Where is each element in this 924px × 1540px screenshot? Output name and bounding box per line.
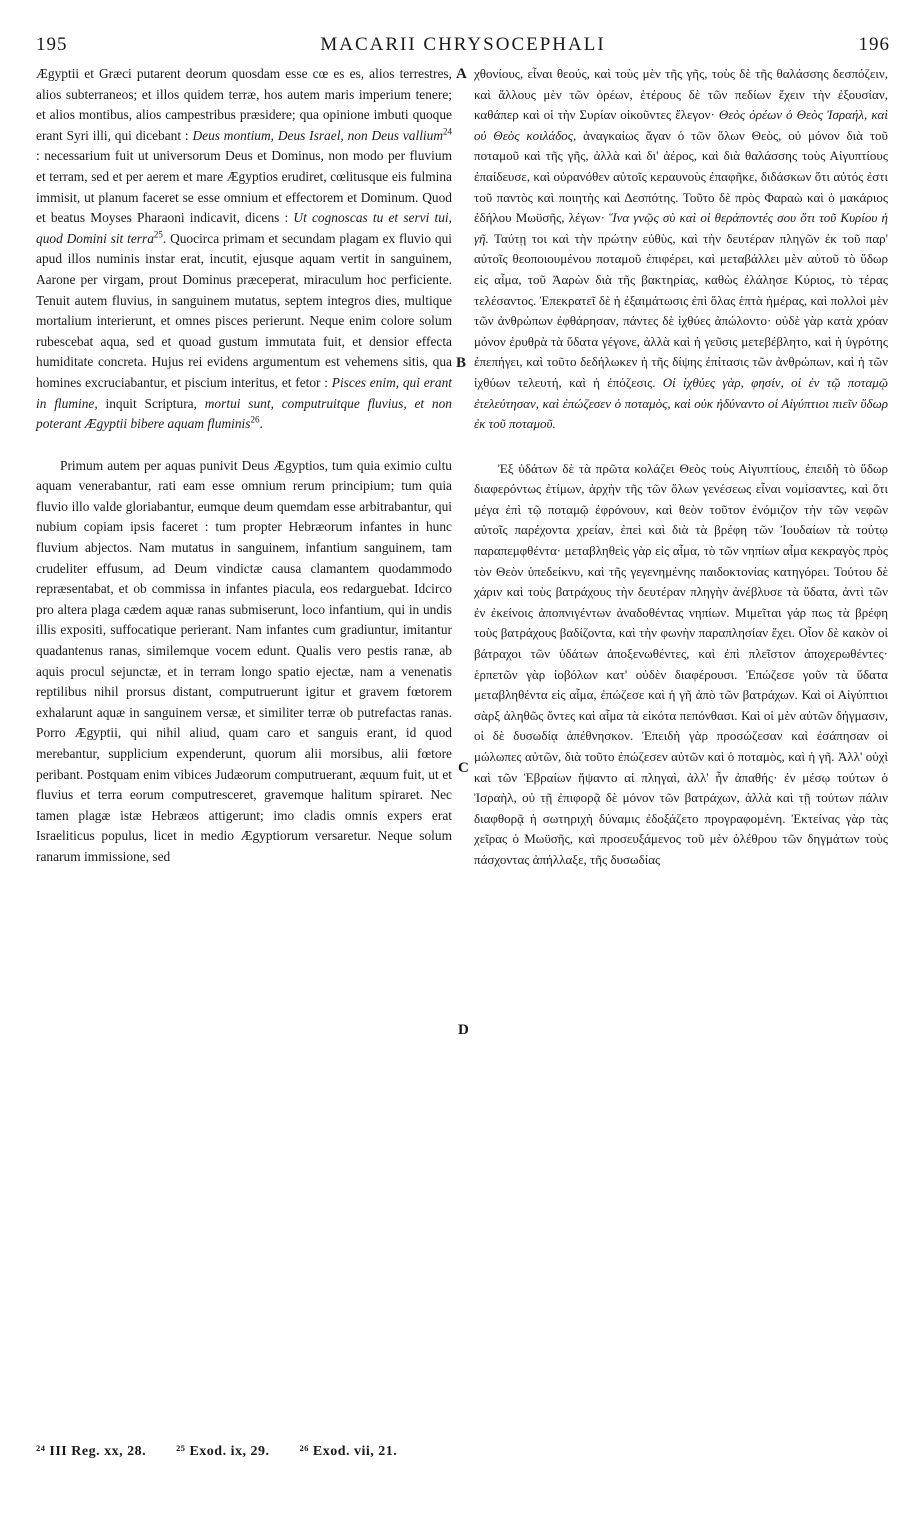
footnote-ref: 26	[250, 414, 260, 425]
footnote-ref: 24	[443, 126, 453, 137]
greek-quote: Οἱ ἰχθύες γὰρ, φησίν, οἱ ἐν τῷ ποταμῷ ἐτελεύτησαν, καὶ ἐπώζεσεν ὁ ποταμὸς, καὶ οὐκ ἠδύναντο οἱ Αἰγύπτιοι πιεῖν ὕδωρ ἐκ τοῦ ποταμοῦ.	[474, 374, 888, 432]
margin-marker-c: C	[458, 760, 469, 776]
greek-column	[474, 64, 888, 871]
latin-text: . Quocirca primam et secundam plagam ex fluvio qui apud illos numinis instar erat, incutit, ejusque aquam vertit in sanguinem, Aarone per virgam, prout Dominus præceperat, miraculum hoc perficiente. Tenuit autem fluvius, in sanguinem mutatus, septem integros dies, multique mortalium interierunt, et omnes pisces perierunt. Neque enim colore solum rubescebat aqua, sed et quoad gustum immutata fuit, et densior effecta humiditate concreta. Hujus rei evidens argumentum est vehemens sitis, qua homines excruciabantur, et piscium interitus, et fetor :	[36, 230, 452, 390]
greek-paragraph-1	[474, 64, 888, 435]
page-number-left: 195	[36, 34, 68, 55]
greek-text: Ταύτῃ τοι καὶ τὴν πρώτην εὐθὺς, καὶ τὴν δευτέραν πληγῶν ἐκ τοῦ παρ' αὐτοῖς θεοποιουμένου ποταμοῦ ἐπιφέρει, καὶ μεταβάλλει μὲν αὐτοῦ τὸ ὕδωρ εἰς αἷμα, τοῦ Ἀαρὼν διὰ τῆς βακτηρίας, καθὼς ἐλάλησε Κύριος, τὸ τέρας τελέσαντος. Ἐπεκρατεῖ δὲ ἡ ἐξαιμάτωσις ἐπὶ ὅλας ἑπτὰ ἡμέρας, καὶ πολλοὶ μὲν τῶν ἀνθρώπων ἐφθάρησαν, πάντες δὲ ἰχθύες ἀπώλοντο· οὐδὲ γὰρ κατὰ χρόαν μόνον ἐρυθρὰ τὰ ὕδατα γέγονε, ἀλλὰ καὶ ἡ γεῦσις μετεβέβλητο, καὶ ἡ ὑγρότης ἐπεπήγει, καὶ τοῦτο δεδήλωκεν ἡ τῆς δίψης ἐπίτασις τῶν ἀνθρώπων, καὶ ἡ τῶν ἰχθύων τελευτή, καὶ ἡ ἐπόζεσις.	[474, 230, 888, 390]
latin-quote: Deus montium, Deus Israel, non Deus vallium	[192, 127, 444, 143]
latin-text: .	[259, 416, 263, 432]
greek-paragraph-2: Ἐξ ὑδάτων δὲ τὰ πρῶτα κολάζει Θεὸς τοὺς Αἰγυπτίους, ἐπειδὴ τὸ ὕδωρ διαφερόντως ἐτίμων, ἀρχὴν τῆς τῶν ὅλων γενέσεως εἶναι νομίσαντες, καὶ ὅτι μέγα ἐπὶ τῷ ποταμῷ ἐφρόνουν, καὶ θεὸν τοῦτον ἐνόμιζον τὴν τῶν νεφῶν αὐτοῖς παρέχοντα χρείαν, ἐπεὶ καὶ διὰ τὰ βρέφη τῶν Ἰουδαίων τὰ τούτῳ παραπεμφθέντα· μεταβληθεὶς γὰρ εἰς αἷμα, τὸ τῶν νηπίων αἷμα κεκραγὸς πρὸς τὸν Θεὸν ὑπεδείκνυ, καὶ τῆς γεγενημένης παιδοκτονίας κατηγόρει. Τούτου δὲ χάριν καὶ τοὺς βατράχους τὴν δευτέραν πληγὴν ἀνέβλυσε τὰ ὕδατα, ἀντὶ τῶν ἐν ἐκείνοις ἀποπνιγέντων ἀναδοθέντας νηπίων. Μιμεῖται γάρ πως τὰ βρέφη τοὺς βατράχους βαδίζοντα, καὶ τὴν φωνὴν παραπλησίαν ἔχει. Οἷον δὲ κακὸν οἱ βάτραχοι τῶν ὑδάτων ἀποξενωθέντες, καὶ ἐπὶ πλεῖστον ἀποχερωθέντες· ἑρπετῶν γὰρ ἰοβόλων κατ' οὐδὲν διαφέρουσι. Ἐπώζεσε γοῦν τὰ ὕδατα μεταβληθέντα εἰς αἷμα, ἐπώζεσε καὶ ἡ γῆ ἀπὸ τῶν βατράχων. Καὶ οἱ Αἰγύπτιοι σὰρξ ἀληθῶς ὄντες καὶ αἷμα τὰ εἰκότα πεπόνθασι. Καὶ οἱ μὲν αὐτῶν δήγμασιν, οἱ δὲ δυσωδίᾳ ἀπέθνησκον. Ἐπειδὴ γὰρ προσώζεσαν καὶ ἐσάπησαν οἱ μώλωπες αὐτῶν, διὰ τοῦτο ἐπώζεσεν αὐτῶν καὶ ὁ ποταμὸς, καὶ ἡ γῆ. Ἀλλ' οὐχὶ καὶ τῶν Ἑβραίων ἥψαντο αἱ πληγαὶ, ἀλλ' ἦν ἀπαθής· ἐν μέσῳ τούτων ὁ Ἰσραὴλ, οὐ τῇ ἐπιφορᾷ δὲ μόνον τῶν βατράχων, ἀλλὰ καὶ τῇ τούτων πάλιν διαφθορᾷ ἡ σωτηριχὴ δύναμις ἐδοξάζετο προγραφομένη. Ἐκτείνας γὰρ τὰς χεῖρας ὁ Μωϋσῆς, καὶ προσευξάμενος τοῦ μὲν ὀλέθρου τῶν δηγμάτων τοὺς πάσχοντας ἀπήλλαξε, τῆς δυσωδίας	[474, 460, 888, 867]
running-header	[36, 34, 890, 56]
latin-text: : necessarium fuit ut universorum Deus et Dominus, non modo per fluvium et terram, sed et per aerem et mare Ægyptios erudiret, cœlitusque eis fulmina immisit, ut planum faceret se esse omnium et effectorem et Dominum. Quod et beatus Moyses Pharaoni indicavit, dicens :	[36, 148, 452, 226]
latin-paragraph-1	[36, 64, 452, 435]
greek-text: ἀναγκαίως ἄγαν ὁ τῶν ὅλων Θεὸς, οὐ μόνον διὰ τοῦ ποταμοῦ καὶ τῆς γῆς, ἀλλὰ καὶ δι' ἀέρος, καὶ διὰ θαλάσσης τοὺς Αἰγυπτίους ἐπαίδευσε, καὶ οὐρανόθεν αὐτοῖς κεραυνοὺς ἐπαφῆκε, διδάσκων ὅτι αὐτός ἐστι τοῦ παντὸς καὶ ποιητὴς καὶ Δεσπότης. Τοῦτο δὲ πρὸς Φαραὼ καὶ ὁ μακάριος ἐδήλου Μωϋσῆς, λέγων·	[474, 127, 888, 226]
latin-paragraph-2: Primum autem per aquas punivit Deus Ægyptios, tum quia eximio cultu aquam venerabantur, rati eam esse omnium rerum principium; tum quia fluvio illo valde gloriabantur, eumque deum quemdam esse arbitrabantur, qui nubium copiam ipsis faceret : tum propter Hebræorum infantes in hunc fluvium abjectos. Nam mutatus in sanguinem, infantium sanguinem, tam crudeliter effusum, ad Deum vindictæ causa clamantem quodammodo repræsentabat, et ob commissa in infantes piacula, eos redarguebat. Idcirco pro altera plaga cædem aquæ ranas submiserunt, loco infantium, qui in undis illis expositi, suffocatique perierant. Nam infantes cum gradiuntur, imitantur quadantenus ranas, similemque vocem edunt. Qualis vero pestis ranæ, ab aquis procul sejunctæ, et in terram longo spatio ejectæ, nam a venenatis reptilibus nihil prorsus distant, computruerunt igitur et gravem fœtorem exhalarunt aquæ in sanguinem versæ, et similiter terræ ob putrefactas ranas. Porro Ægyptii, qui nihil aliud, quam caro et sanguis erant, id quod merebantur, supplicium expenderunt, quorum alii morsibus, alii fœtore peribant. Postquam enim vibices Judæorum computruerant, æquum fuit, ut et fluvius et terra eorum computresceret, gravemque halitum spiraret. Nec tamen plagæ istæ Hebræos attigerunt; imo cladis omnis expers erat Israeliticus populus, licet in medio Ægyptiorum versaretur. Neque solum ranarum immissione, sed	[36, 457, 452, 864]
footnotes	[36, 1444, 896, 1460]
margin-marker-d: D	[458, 1022, 469, 1038]
latin-quote: Pisces enim, qui erant in flumine,	[36, 374, 452, 411]
latin-column	[36, 64, 452, 868]
greek-quote: Ἵνα γνῷς σὺ καὶ οἱ θεράποντές σου ὅτι τοῦ Κυρίου ἡ γῆ.	[474, 210, 888, 246]
margin-marker-a: A	[456, 66, 467, 82]
latin-text: Ægyptii et Græci putarent deorum quosdam esse cœ es es, alios terrestres, alios subterraneos; et illos quidem terræ, hos autem maris imperium tenere; et alios montibus, alios campestribus præsidere; qua opinione imbuti quoque erant Syri illi, qui dicebant :	[36, 66, 452, 143]
running-title: MACARII CHRYSOCEPHALI	[320, 34, 606, 55]
page-number-right: 196	[858, 34, 890, 55]
footnote-26: ²⁶ Exod. vii, 21.	[299, 1444, 398, 1459]
latin-text: inquit Scriptura,	[97, 395, 205, 411]
footnote-24: ²⁴ III Reg. xx, 28.	[36, 1444, 147, 1459]
greek-text: χθονίους, εἶναι θεούς, καὶ τοὺς μὲν τῆς γῆς, τοὺς δὲ τῆς θαλάσσης δεσπόζειν, καὶ ἄλλους μὲν τῶν ὀρέων, ἑτέρους δὲ τῶν πεδίων ἔχειν τὴν ἐξουσίαν, καθάπερ καὶ οἱ τὴν Συρίαν οἰκοῦντες ἔλεγον·	[474, 66, 888, 123]
latin-quote: Ut cognoscas tu et servi tui, quod Domini sit terra	[36, 210, 452, 246]
margin-marker-b: B	[456, 355, 467, 371]
latin-quote: mortui sunt, computruitque fluvius, et non poterant Ægyptii bibere aquam fluminis	[36, 395, 452, 432]
footnote-ref: 25	[153, 229, 163, 240]
greek-quote: Θεὸς ὀρέων ὁ Θεὸς Ἰσραήλ, καὶ οὐ Θεὸς κοιλάδος,	[474, 107, 888, 143]
footnote-25: ²⁵ Exod. ix, 29.	[176, 1444, 270, 1459]
